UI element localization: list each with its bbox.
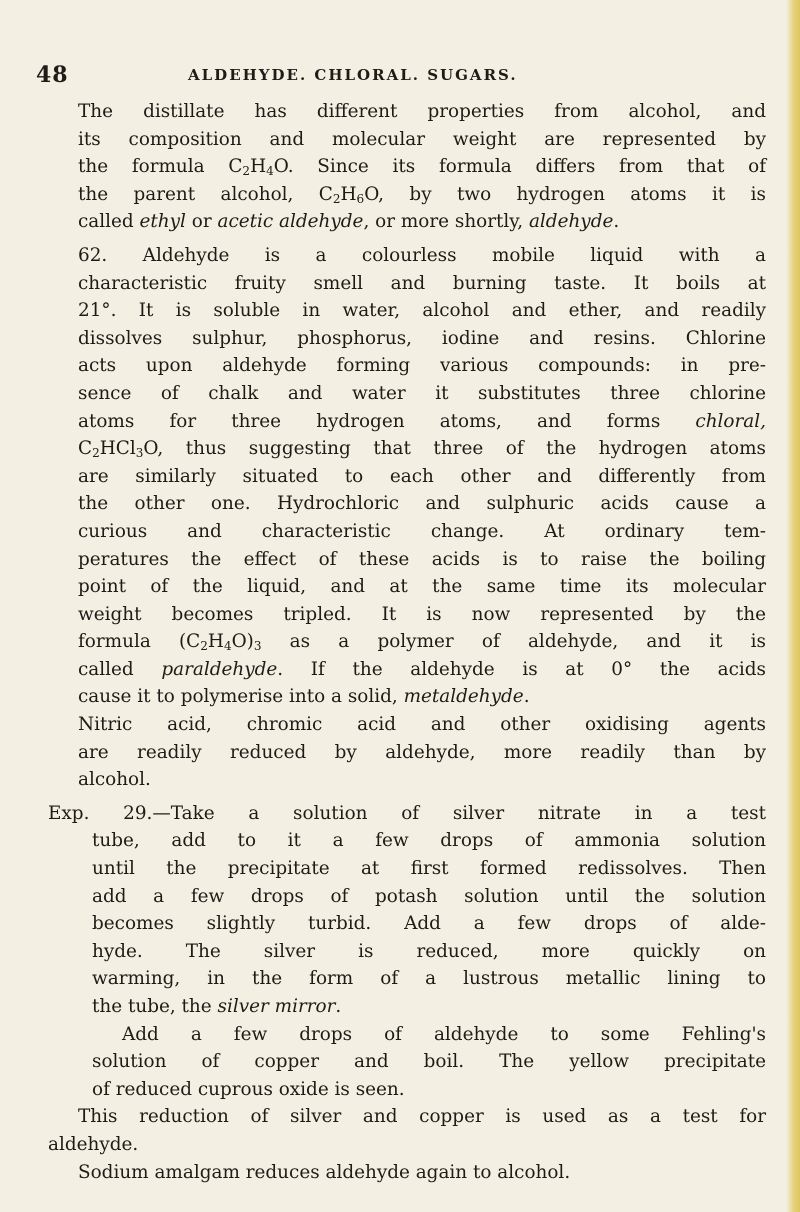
page-number: 48 (36, 62, 69, 88)
page-edge (786, 0, 800, 1212)
page-header (0, 62, 800, 92)
paragraph-62-aldehyde: 62. Aldehyde is a colourless mobile liquid with a characteristic fruity smell and burning taste. It boils at 21°. It is soluble in water, alcohol and ether, and readily dissolves sulphur, phosphorus, iodine and resins. Chlorine acts upon aldehyde forming various compounds: in pre- sence of chalk and water it substitutes three chlorine atoms for three hydrogen atoms, and forms chloral, $C_2HCl_3O$, thus suggesting that three of the hydrogen atoms are similarly situated to each other and differently from the other one. Hydrochloric and sulphuric acids cause a curious and characteristic change. At ordinary tem- peratures the effect of these acids is to raise the boiling point of the liquid, and at the same time its molecular weight becomes tripled. It is now represented by the formula $(C_2H_4O)_3$ as a polymer of aldehyde, and it is called paraldehyde. If the aldehyde is at 0° the acids cause it to polymerise into a solid, metaldehyde. (78, 244, 766, 708)
running-title: ALDEHYDE. CHLORAL. SUGARS. (188, 66, 518, 84)
body-text (48, 98, 766, 1186)
experiment-29: Exp. 29.—Take a solution of silver nitrate in a test tube, add to it a few drops of ammonia solution until the precipitate at first formed redissolves. Then add a few drops of potash solution until the solution becomes slightly turbid. Add a few drops of alde- hyde. The silver is reduced, more quickly on warming, in the form of a lustrous metallic lining to the tube, the silver mirror. Add a few drops of aldehyde to some Fehling's solution of copper and boil. The yellow precipitate of reduced cuprous oxide is seen. This reduction of silver and copper is used as a test for aldehyde. Sodium amalgam reduces aldehyde again to alcohol. (48, 802, 766, 1183)
paragraph-oxidising-agents: Nitric acid, chromic acid and other oxidising agents are readily reduced by aldehyde, more readily than by alcohol. (78, 714, 766, 791)
paragraph-distillate: The distillate has different properties from alcohol, and its composition and molecular weight are represented by the formula $C_2H_4O$. Since its formula differs from that of the parent alcohol, $C_2H_6O$, by two hydrogen atoms it is called ethyl or acetic aldehyde, or more shortly, aldehyde. (78, 101, 766, 233)
